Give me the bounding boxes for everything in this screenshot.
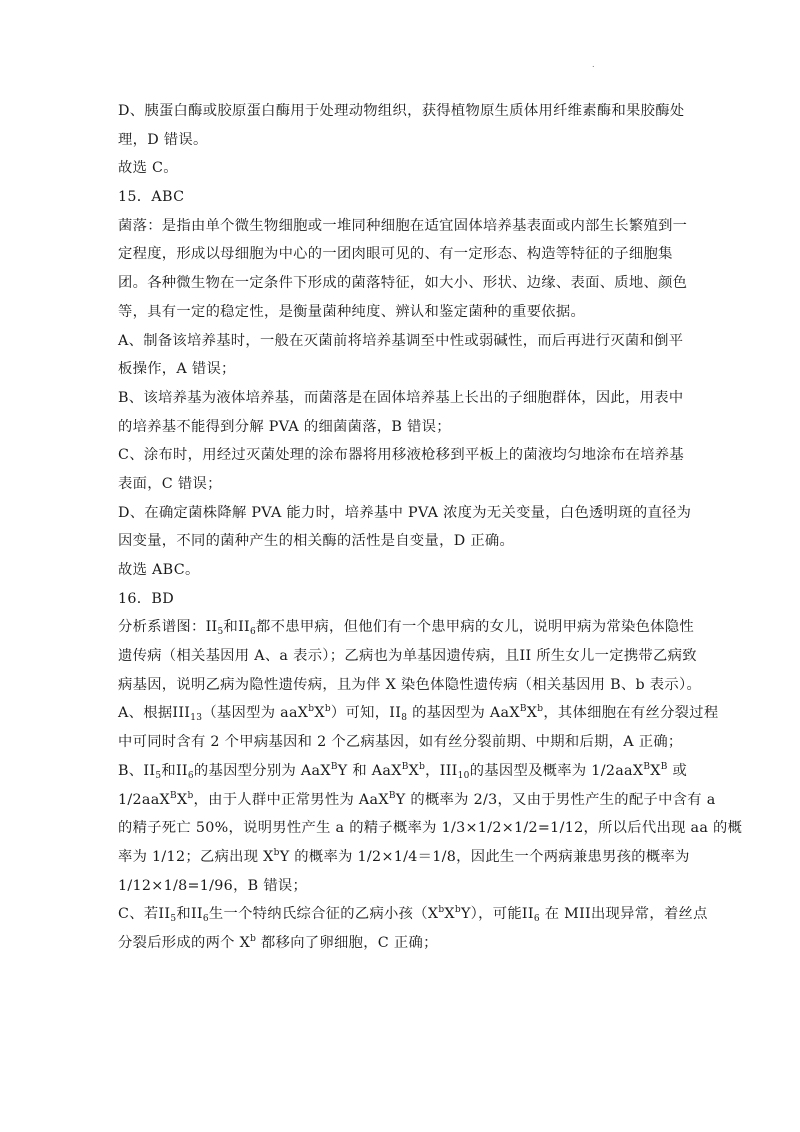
text-line: 定程度，形成以母细胞为中心的一团肉眼可见的、有一定形态、构造等特征的子细胞集	[118, 246, 673, 263]
text-line: 故选 C。	[118, 160, 178, 177]
text-line: 16．BD	[118, 590, 174, 607]
text-line: 分裂后形成的两个 $X^b$ 都移向了卵细胞，C 正确；	[118, 933, 438, 951]
text-line: $1/2aaX^BX^b$，由于人群中正常男性为 AaX$^B$Y 的概率为 2/3，又由于男性产生的配子中含有 a	[118, 790, 716, 808]
text-line: 等，具有一定的稳定性，是衡量菌种纯度、辨认和鉴定菌种的重要依据。	[118, 303, 586, 320]
text-line: 因变量，不同的菌种产生的相关酶的活性是自变量，D 正确。	[118, 533, 515, 550]
text-line: 板操作，A 错误；	[118, 361, 236, 378]
text-line: C、若$II_5$和$II_6$生一个特纳氏综合征的乙病小孩$(X^bX^bY)$，可能$II_6$ 在 MII出现异常，着丝点	[118, 905, 708, 925]
text-line: 故选 ABC。	[118, 562, 200, 578]
text-line: 理，D 错误。	[118, 131, 208, 148]
text-line: D、在确定菌株降解 PVA 能力时，培养基中 PVA 浓度为无关变量，白色透明斑的直径为	[118, 504, 692, 521]
text-line: 1/12×1/8=1/96，B 错误；	[118, 877, 308, 894]
text-line: 的培养基不能得到分解 PVA 的细菌菌落，B 错误；	[118, 418, 451, 435]
header-mark: .	[592, 60, 595, 69]
text-line: 的精子死亡 50%，说明男性产生 a 的精子概率为 1/3×1/2×1/2=1/12，所以后代出现 aa 的概	[118, 820, 743, 837]
text-line: 遗传病（相关基因用 A、a 表示）；乙病也为单基因遗传病，且II 所生女儿一定携带乙病致	[118, 648, 697, 665]
text-line: 表面，C 错误；	[118, 475, 222, 492]
text-line: 病基因，说明乙病为隐性遗传病，且为伴 X 染色体隐性遗传病（相关基因用 B、b 表示）。	[118, 676, 702, 693]
text-line: 分析系谱图：$II_5$和$II_6$都不患甲病，但他们有一个患甲病的女儿，说明甲病为常染色体隐性	[118, 619, 694, 638]
text-line: 菌落：是指由单个微生物细胞或一堆同种细胞在适宜固体培养基表面或内部生长繁殖到一	[118, 217, 688, 234]
text-line: A、制备该培养基时，一般在灭菌前将培养基调至中性或弱碱性，而后再进行灭菌和倒平	[118, 332, 684, 349]
text-line: A、根据$III_{13}$（基因型为 $aaX^bX^b$）可知，$II_8$ 的基因型为 $AaX^BX^b$，其体细胞在有丝分裂过程	[118, 704, 719, 724]
text-line: 15．ABC	[118, 189, 185, 206]
text-line: D、胰蛋白酶或胶原蛋白酶用于处理动物组织，获得植物原生质体用纤维素酶和果胶酶处	[118, 103, 685, 119]
text-line: B、$II_5$和$II_6$的基因型分别为 AaX$^B$Y 和 $AaX^BX^b$，$III_{10}$的基因型及概率为 $1/2aaX^BX^B$ 或	[118, 761, 688, 781]
text-line: C、涂布时，用经过灭菌处理的涂布器将用移液枪移到平板上的菌液均匀地涂布在培养基	[118, 447, 684, 464]
text-line: 中可同时含有 2 个甲病基因和 2 个乙病基因，如有丝分裂前期、中期和后期，A 正确；	[118, 734, 683, 751]
text-line: B、该培养基为液体培养基，而菌落是在固体培养基上长出的子细胞群体，因此，用表中	[118, 389, 684, 406]
text-line: 团。各种微生物在一定条件下形成的菌落特征，如大小、形状、边缘、表面、质地、颜色	[118, 275, 688, 292]
document-body	[118, 97, 743, 958]
text-line: 率为 1/12；乙病出现 $X^bY$ 的概率为 1/2×1/4＝1/8，因此生一个两病兼患男孩的概率为	[118, 847, 690, 865]
